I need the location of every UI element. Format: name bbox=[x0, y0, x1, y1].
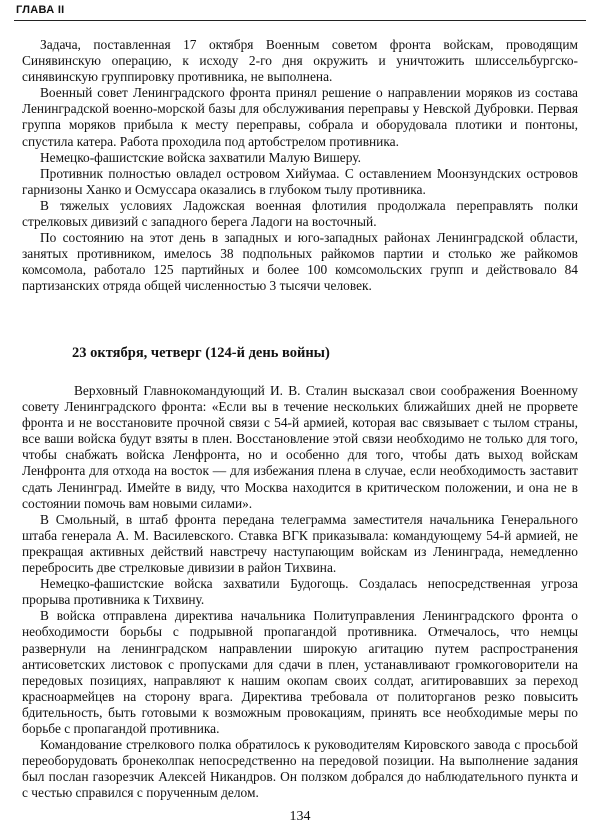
section-heading: 23 октября, четверг (124-й день войны) bbox=[72, 345, 330, 361]
paragraph: Командование стрелкового полка обратилось к руководителям Кировского завода с просьбой переоборудовать бронеколпак непосредственно на передовой позиции. На выполнение задания был послан газорезчик Алексей Никандров. Он ползком добрался до наблюдательного пункта и с честью справился с порученным делом. bbox=[22, 737, 578, 801]
paragraph: В войска отправлена директива начальника Политуправления Ленинградского фронта о необходимости борьбы с подрывной пропагандой противника. Отмечалось, что немцы развернули на ленинградском направлении широкую агитацию путем распространения антисоветских листовок с пропусками для сдачи в плен, устанавливают громкоговорители на передовых позициях, направляют к нашим окопам своих солдат, агитировавших за переход красноармейцев на сторону врага. Директива требовала от политорганов резко повысить бдительность, быть готовыми к возможным провокациям, принять все необходимые меры по борьбе с пропагандой противника. bbox=[22, 608, 578, 736]
running-head: ГЛАВА II bbox=[16, 4, 65, 16]
header-divider bbox=[14, 20, 586, 21]
paragraph: Верховный Главнокомандующий И. В. Сталин высказал свои соображения Военному совету Ленинградского фронта: «Если вы в течение нескольких ближайших дней не прорвете фронта и не восстановите прочной связи с 54-й армией, которая вас связывает с тылом страны, все ваши войска будут взяты в плен. Восстановление этой связи необходимо не только для того, чтобы снабжать войска Ленфронта, но и особенно для того, чтобы дать выход войскам Ленфронта для отхода на восток — для избежания плена в случае, если необходимость заставит сдать Ленинград. Имейте в виду, что Москва находится в критическом положении, и она не в состоянии помочь вам новыми силами». bbox=[22, 383, 578, 511]
paragraph: Немецко-фашистские войска захватили Малую Вишеру. bbox=[40, 149, 361, 165]
section-two-text bbox=[22, 383, 578, 801]
paragraph: Противник полностью овладел островом Хийумаа. С оставлением Моонзундских островов гарнизоны Ханко и Осмуссара оказались в глубоком тылу противника. bbox=[22, 165, 578, 197]
paragraph: Немецко-фашистские войска захватили Будогощь. Создалась непосредственная угроза прорыва противника к Тихвину. bbox=[22, 576, 578, 608]
page-number: 134 bbox=[289, 809, 311, 824]
paragraph: Задача, поставленная 17 октября Военным советом фронта войскам, проводящим Синявинскую операцию, к исходу 2-го дня окружить и уничтожить шлиссельбургско-синявинскую группировку противника, не выполнена. bbox=[22, 37, 578, 85]
paragraph: Военный совет Ленинградского фронта принял решение о направлении моряков из состава Ленинградской военно-морской базы для обслуживания переправы у Невской Дубровки. Первая группа моряков прибыла к месту переправы, собрала и оборудовала плотики и понтоны, спустила катера. Работа проходила под артобстрелом противника. bbox=[22, 85, 578, 149]
paragraph: По состоянию на этот день в западных и юго-западных районах Ленинградской области, занятых противником, имелось 38 подпольных райкомов партии и столько же райкомов комсомола, работало 125 партийных и более 100 комсомольских групп и действовало 84 партизанских отряда общей численностью 3 тысячи человек. bbox=[22, 230, 578, 294]
paragraph: В тяжелых условиях Ладожская военная флотилия продолжала переправлять полки стрелковых дивизий с западного берега Ладоги на восточный. bbox=[22, 197, 578, 230]
section-one-text bbox=[22, 37, 578, 295]
paragraph: В Смольный, в штаб фронта передана телеграмма заместителя начальника Генерального штаба генерала А. М. Василевского. Ставка ВГК приказывала: командующему 54-й армией, не прекращая активных действий навстречу наступающим войскам из Ленинграда, немедленно перебросить две стрелковые дивизии в район Тихвина. bbox=[22, 511, 578, 576]
